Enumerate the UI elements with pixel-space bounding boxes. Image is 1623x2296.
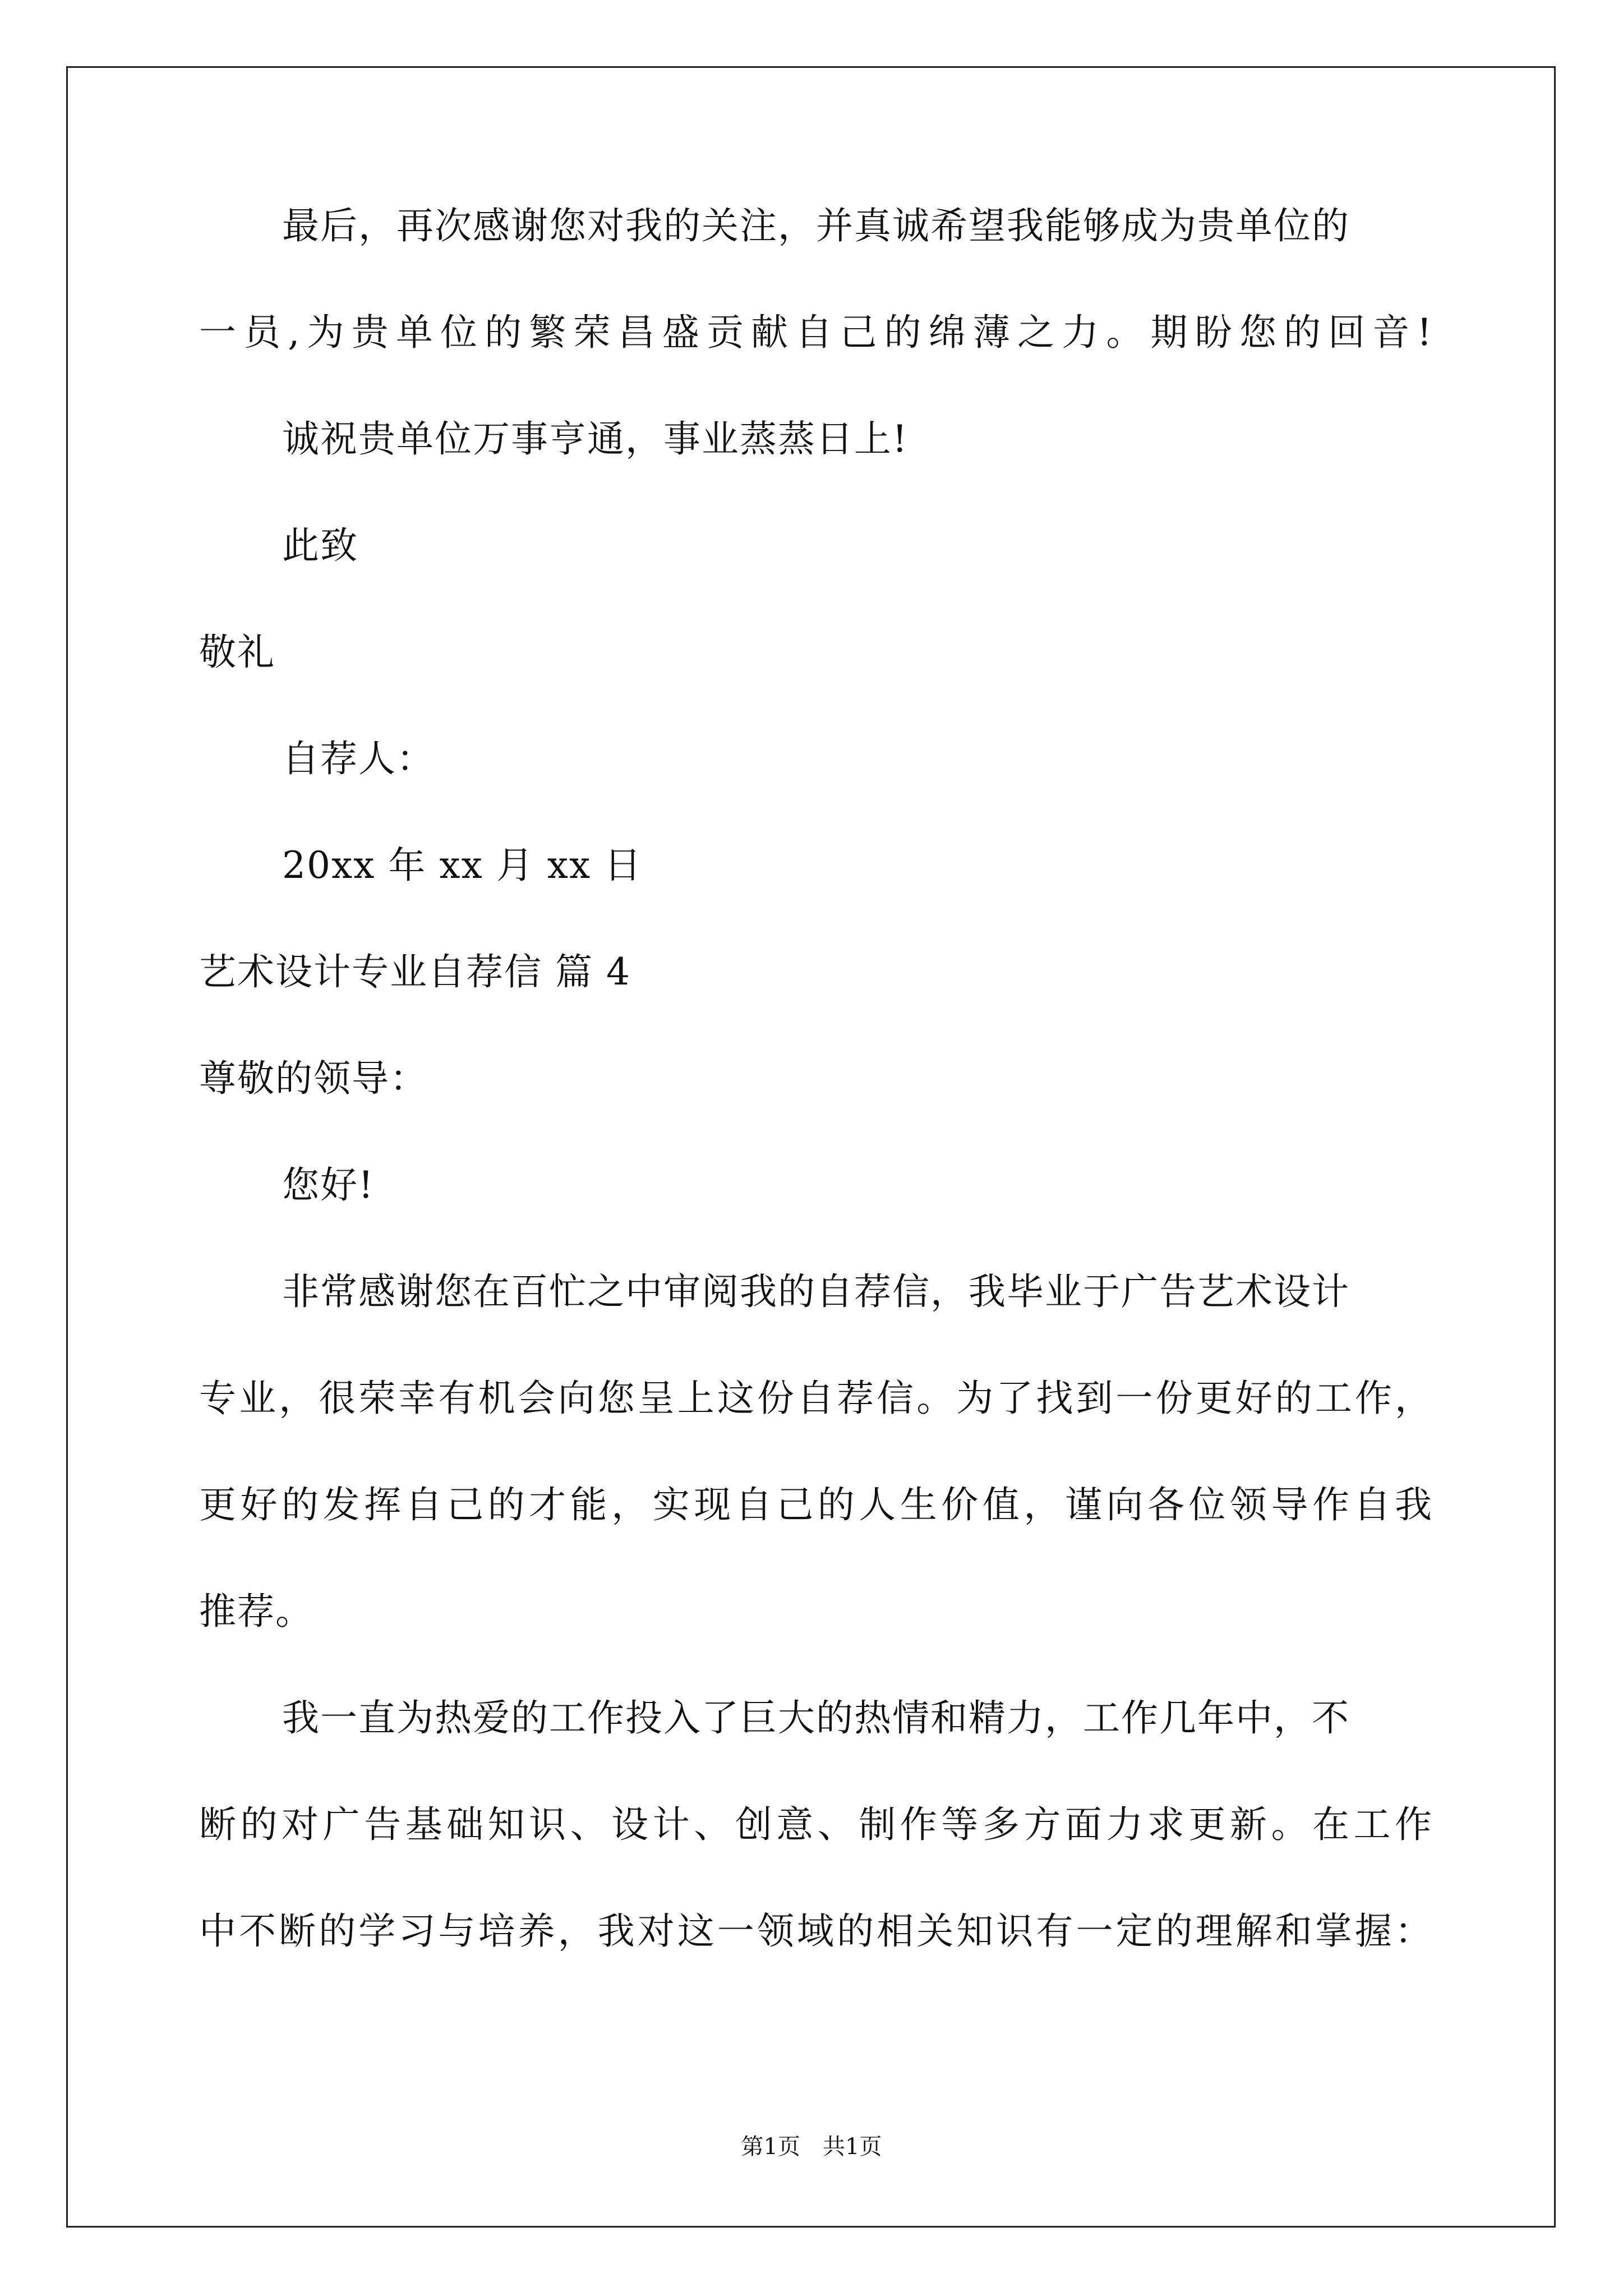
section-heading: 艺术设计专业自荐信 篇 4 bbox=[199, 950, 631, 993]
paragraph-line: 更好的发挥自己的才能，实现自己的人生价值，谨向各位领导作自我 bbox=[199, 1483, 1433, 1526]
date-line: 20xx 年 xx 月 xx 日 bbox=[282, 844, 643, 887]
paragraph-line: 推荐。 bbox=[199, 1590, 313, 1633]
page-border bbox=[66, 66, 1556, 2228]
paragraph-line: 中不断的学习与培养，我对这一领域的相关知识有一定的理解和掌握： bbox=[199, 1910, 1433, 1953]
greeting-line: 您好! bbox=[282, 1163, 375, 1207]
paragraph-line: 一员,为贵单位的繁荣昌盛贡献自己的绵薄之力。期盼您的回音! bbox=[199, 311, 1433, 354]
paragraph-line: 最后，再次感谢您对我的关注，并真诚希望我能够成为贵单位的 bbox=[282, 204, 1350, 247]
signature-line: 自荐人： bbox=[282, 737, 435, 780]
page-total: 共1页 bbox=[823, 2134, 882, 2160]
paragraph-line: 断的对广告基础知识、设计、创意、制作等多方面力求更新。在工作 bbox=[199, 1803, 1433, 1846]
page-number: 第1页 bbox=[741, 2134, 800, 2160]
paragraph-line: 我一直为热爱的工作投入了巨大的热情和精力，工作几年中，不 bbox=[282, 1696, 1350, 1740]
paragraph-line: 专业，很荣幸有机会向您呈上这份自荐信。为了找到一份更好的工作， bbox=[199, 1377, 1433, 1420]
salutation-line: 尊敬的领导： bbox=[199, 1057, 428, 1100]
paragraph-line: 诚祝贵单位万事亨通，事业蒸蒸日上! bbox=[282, 417, 909, 461]
closing-line: 敬礼 bbox=[199, 631, 275, 674]
closing-line: 此致 bbox=[282, 524, 358, 567]
paragraph-line: 非常感谢您在百忙之中审阅我的自荐信，我毕业于广告艺术设计 bbox=[282, 1270, 1350, 1313]
page-footer bbox=[0, 2129, 1623, 2161]
